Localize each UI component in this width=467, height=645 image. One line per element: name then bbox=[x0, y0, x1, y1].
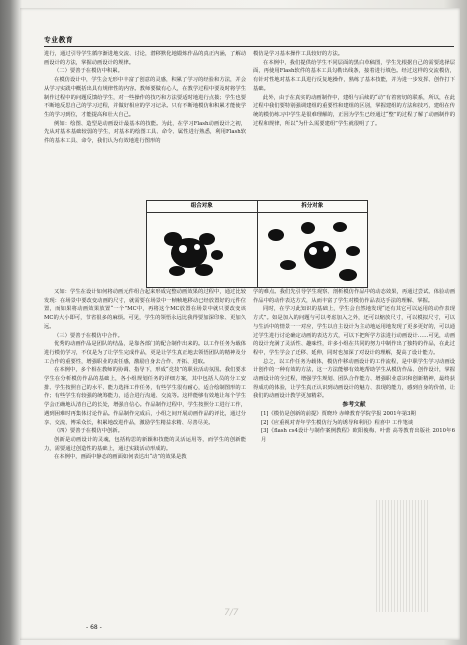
figure-label-split: 拆分对象 bbox=[301, 203, 324, 209]
section-header: 专业教育 bbox=[44, 36, 74, 44]
watermark: 7/7 bbox=[224, 608, 239, 618]
subheading: （四）要善于在模仿中创新。 bbox=[54, 428, 123, 435]
references-title: 参考文献 bbox=[342, 402, 366, 409]
paragraph: 例如：绘图、造型是动画设计最基本的技能。为此，在学习Flash动画设计之初，先从对基本基础较弱的学生，对基本的绘图工具、命令、属性进行熟悉，利用Flash软件的基本工具、命令，我们认为有效地进行图形的 bbox=[44, 120, 246, 145]
figure-table bbox=[146, 200, 368, 288]
paragraph: 优秀的动画作品是团队的结晶，是靠各部门的配合制作出来的。以工作任务为载体进行模仿学习，不仅是为了让学生完成作品，更是让学生真正地去领悟团队的精神及分工合作的重要性，增强职业的责任感，激励自身去合作、开拓、进取。 bbox=[44, 341, 246, 365]
reference-item: [1]《模仿是创新的前提》贾晓玲 赤峰教育学院学报 2001年第3期 bbox=[261, 410, 416, 417]
paragraph: 进行，通过引导学生循序渐进地交流、讨论，潜移默化地锻炼作品的真正内涵，了解动画设计的方法，掌握动画设计的规律。 bbox=[44, 51, 246, 66]
paragraph: 总之，以工作任务为载体，模仿作移动画设计的工作流程，是中职学生学习动画设计创作的一种有效的方法，这一方法能够有效地帮助学生从模仿作品、创作设计，掌握动画设计的全过程，增强学生规划、团队合作能力、增强职业意识和创新精神，最终获得成功的体验，让学生真正认识到动画设计的魅力、表现的能力，感到自身的价值，让我们的动画设计教学更加精彩。 bbox=[253, 358, 455, 400]
subheading: （三）要善于在模仿中合作。 bbox=[54, 332, 123, 339]
paragraph: 在模仿设计中，学生会无形中丰富了创意的灵感，积累了学习的经验和方法，并会从学习实践中概括出具有规律性的内容。教师要做有心人，在教学过程中要及时将学生制作过程中的问题反馈给学生，对一些操作的技巧和方法要适时地进行点拨；学生也要不断地反思自己的学习过程，并做好相应的学习记录。只有不断地模仿和积累才能使学生的学习到位，才能提高和壮大自己。 bbox=[44, 77, 246, 118]
right-column-top bbox=[253, 50, 455, 128]
right-column-bottom bbox=[253, 288, 455, 445]
paragraph: 创新是动画设计的灵魂，包括构思的新颖和技能的灵活运用等，而学生的创新能力，需要通过创造性的基础上，通过实践活动形成的。 bbox=[44, 436, 246, 452]
paragraph: 模仿是学习基本操作工具较好的方法。 bbox=[253, 51, 344, 57]
reference-item: [3]《flash cs4设计与制作案例教程》欧阳俊梅、叶蕾 高等教育出版社 2010年6月 bbox=[261, 428, 455, 443]
paragraph: 在本例中，我们提供给学生不同层面的黑白草稿图，学生先根据自己的需要选择层面，再使用Flash软件的基本工具勾勒出线条，接着进行填色。经过这样的交流模仿，有针对性地对基本工具进行反复地操作，熟练了基本技能，并为进一步发挥、创作打下基础。 bbox=[253, 59, 455, 92]
combined-object-illustration bbox=[147, 213, 258, 288]
left-column-top bbox=[44, 50, 246, 146]
left-column-bottom bbox=[44, 288, 246, 462]
paragraph: 又如：学生在设计如何将动画元件组合起来形成完整动画效果的过程中，通过比较发现：在场景中要改变动画的尺寸，就需要在场景中一帧帧地移动已经放置好的元件位置，而如果将动画效果放置“一个”MC中，再将这个MC放置在场景中就只要改变该MC的大小即可，节省很多的麻烦。可见，学生的领悟永远比我得要加深印象、更加久远。 bbox=[44, 289, 246, 330]
paragraph: 学的难点。我们先引导学生观察、剖析模仿作品中的动态效果，再通过尝试、体验动画作品中的动作表达方式，从而丰富了学生对模仿作品表达手法的理解、掌握。 bbox=[253, 289, 455, 304]
paragraph: 在本例中，多个相在教师的协调、指导下，形成“竞技”的职业活动氛围。我们要求学生在分析模仿作品的基础上，各小组规划任务的详细方案，其中包括人员的分工安排、学生按照自己的水平、能力选择工作任务，有些学生很有耐心，适合绘制图形的工作；有些学生有较强的统筹能力，适合进行沟通、交流等。这样能够有效地让每个学生学会正确地认清自己的长处，增强自信心。作品制作过程中，学生按照分工进行工作，遇到困难时再集体讨论作品。作品制作完成后，小组之间开展动画作品的评比，通过分享、交流，博采众长，积累地改进作品，激励学生精益求精、尽善尽美。 bbox=[44, 367, 246, 426]
subheading: （二）要善于在模仿中积累。 bbox=[54, 68, 123, 75]
paragraph: 同时，在学习此知识的基础上，学生会自然地发现“还有其它可以运用的动作表现方式”。如是加入的问题与可以考虑加入之外，还可以缩放尺寸，可以模拟尺寸，可以与生活中的情景一一对应，学生以自主设计为主动地运用地发现了更多更好的，可以通过学生进行讨论确定动画的表达方式，可以下把所学方法进行动画设计……可见，动画的设计充满了灵活性、趣味性，许多小组在共同的努力中制作出了独特的作品，在此过程中，学生学会了迁移、延伸，同时也加深了对设计的理解，提高了设计能力。 bbox=[253, 306, 455, 356]
header-rule bbox=[44, 46, 454, 47]
scan-artifact bbox=[376, 500, 428, 612]
page-number: - 68 - bbox=[86, 624, 102, 631]
figure-label-combined: 组合对象 bbox=[147, 201, 258, 212]
reference-item: [2]《应重视对青年学生模仿行为的诱导和利用》程喜中 工作笔谈 bbox=[261, 419, 414, 426]
split-object-illustration bbox=[258, 213, 368, 288]
paragraph: 此外，由于在真实的动画制作中，建组与后续的“动”有着密切的联系，所以，在此过程中我们要特别强调建组的重要性和建组的区别，掌握建组的方法和技巧，建组在传统的模仿练习中学生是很难理解的，正因为学生已经通过“整”的过程了解了动画制作的过程和规律，所以“为什么需要建组”学生就很明了了。 bbox=[253, 94, 455, 127]
paragraph: 在本例中，画面中静态的画面如何表达出“动”的效果是教 bbox=[54, 454, 187, 461]
